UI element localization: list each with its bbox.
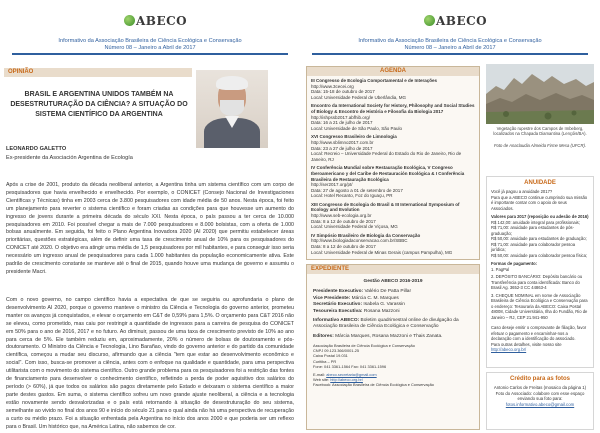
payment-list: [491, 267, 589, 321]
value-item: R$ 50,00: anuidade para colaborador pessoa física;: [491, 252, 588, 258]
agenda-event-detail: Data: 8 a 12 de outubro de 2017: [311, 218, 376, 224]
agenda-event: [311, 134, 475, 162]
expediente-box: [306, 264, 480, 430]
agenda-event-name: XIII Congresso de Ecologia do Brasil & III International Symposium of Ecology and Evolution: [311, 201, 460, 213]
agenda-event-name: III Congresso de Ecologia Comportamental e de Interações: [311, 78, 438, 83]
officer-role: Secretário Executivo:: [313, 302, 363, 308]
payment-item: 2. DEPÓSITO BANCÁRIO: Depósito bancário ou Transferência para conta identificada: Banco do Brasil Ag. 3652-3 CC 44863-4: [491, 274, 583, 290]
values-title: Valores para 2017 (reposição ou adesão de 2016): [491, 214, 589, 219]
credito-title: Crédito para as fotos: [509, 376, 570, 382]
payment-title: Formas de pagamento:: [491, 261, 538, 266]
officer-name: Rosana Mazzoni: [363, 308, 400, 314]
agenda-event-detail: Local: Recreio – Universidade Federal do Estado do Rio de Janeiro, Rio de Janeiro, RJ: [311, 151, 462, 162]
abeco-leaf-icon: [424, 15, 435, 26]
masthead-subtitle: Informativo da Associação Brasileira de Ciência Ecológica e Conservação: [358, 38, 542, 44]
article-paragraph-2: Com o novo governo, no campo científico havia a expectativa de que se seguiria ou aprofundaria o plano de desenvolvimento AI 2020, porque o governo manteve o ministro da Ciência e Tecnologia do governo anterior, prometeu manter os avanços já conquistados, e elevar o orçamento em C&T de 0,59% para 1,5%. O orçamento para C&T 2016 não se elevou, como prometido, mas caiu por restringir a quantidade de ingressos para a carreira de pesquisa do CONICET em 50% para o ano de 2016, 2017 e no futuro. Ao diminuir, passou de uma taxa de crescimento previsto de 10% ao ano para cerca de 5%. Ele também reduziu em, aproximadamente, 20% o número de bolsas de doutoramento e pós-doutoramento. O Ministro da Ciência e Tecnologia, Lino Barañao, vindo do governo anterior e do partido da comunidade científica, começou a mudar seu discurso, afirmando que a ciência "tem que estar ao desenvolvimento econômico e social". Com isso, busca-se promover a ciência, antes com o enfoque na qualidade e quantidade, para uma perspectiva utilitarista com o movimento do sistema científico. Outro grande problema para os pesquisadores foi a restrição das fontes de financiamento para desenvolver o conhecimento científico, refletindo a perda de poder aquisitivo dos salários do período (> 60%), já que todos os salários são pagos diretamente pelo Estado e deixaram o sistema científico a maior parte destes gastos. Em suma, o sistema científico sofreu um novo grande ajuste neoliberal, a ciência e a tecnologia estão novamente sendo desvalorizadas e o país está retornando à situação de desestruturação do seu sistema, semelhante ao vivido no final dos anos 90 e início do século 21 para o qual ainda não há uma perspectiva de recuperação a curto ou médio prazo. Foi a situação enfrentada pela Argentina no início dos anos 2000 e que poderia ser um reflexo para o Brasil. Um histórico que, na América Latina, não sabemos de cor.: [6, 297, 294, 430]
gestao-heading: Gestão ABECO 2016-2019: [363, 279, 423, 284]
expediente-title: EXPEDIENTE: [307, 265, 479, 274]
value-item: R$ 50,00: anuidade para estudantes de graduação;: [491, 236, 587, 241]
address-line: Associação Brasileira de Ciência Ecológica e Conservação: [313, 343, 415, 349]
agenda-event-detail: Data: 23 a 27 de julho de 2017: [311, 145, 373, 151]
agenda-event-detail: Local: Universidade Federal de Minas Gerais (campus Pampulha), MG: [311, 249, 453, 255]
credito-box: [486, 372, 594, 430]
abeco-logo-text: ABECO: [136, 14, 188, 28]
officer-role: Presidente Executivo:: [313, 289, 364, 295]
anuidade-title: ANUIDADE: [524, 180, 556, 186]
anuidade-intro-2: Para que a ABECO continue cumprindo sua missão é importante contar com o apoio de seus Associados.: [491, 194, 588, 211]
anuidade-note: Caso deseje emitir o comprovante de filiação, favor efetuar o pagamento e encaminhar-nos a declaração com a identificação do associado.: [491, 325, 587, 341]
officer-role: Tesoureira Executiva:: [313, 308, 363, 314]
agenda-event: [311, 78, 475, 100]
credito-line-1: Antonio Carlos de Freitas (mosaico da página 1): [493, 385, 587, 390]
web-line: Web site: http://abeco.org.br/: [313, 376, 363, 382]
article-title-line-1: BRASIL E ARGENTINA UNIDOS TAMBÉM NA: [24, 91, 174, 98]
agenda-event-link[interactable]: http://ishpssb2017.abfhib.org/: [311, 114, 371, 120]
agenda-list: [307, 76, 479, 255]
abeco-leaf-icon: [124, 15, 135, 26]
author-role: Ex-presidente da Asociación Argentina de Ecología: [6, 155, 133, 161]
masthead-issue: Número 08 – Janeiro a Abril de 2017: [404, 45, 496, 51]
payment-item: 1. PagPal: [491, 266, 510, 272]
website-link[interactable]: http://abeco.org.br/: [330, 376, 363, 382]
facebook-page[interactable]: Associação Brasileira de Ciência Ecológica e Conservação: [332, 381, 434, 387]
informativo-description: Informativo ABECO: Boletim quadrimestral online de divulgação da Associação Brasileira de Ciência Ecológica e Conservação: [313, 318, 459, 330]
address-line: Curitiba – PR: [313, 358, 337, 364]
agenda-event: [311, 202, 475, 230]
masthead-subtitle: Informativo da Associação Brasileira de Ciência Ecológica e Conservação: [58, 38, 242, 44]
address-line: CNPJ 09.123.366/0001-25: [313, 348, 360, 354]
address-line: Fone: 041 3361-1564 Fax: 041 3361-1596: [313, 363, 387, 369]
email-link[interactable]: abeco.secretaria@gmail.com: [326, 371, 377, 377]
officer-name: Isabela G. Varassin: [363, 302, 405, 308]
anuidade-more: Para outras detalhes, visite nosso site http://abeco.org.br/: [491, 341, 562, 352]
agenda-event-detail: Data: 27 de agosto a 01 de setembro de 2017: [311, 187, 403, 193]
article-paragraph-1: Após a crise de 2001, produto da década neoliberal anterior, a Argentina tinha um sistema científico com um corpo de pesquisadores que havia envelhecido e envelhecido. Por exemplo, o CONICET (Consejo Nacional de Investigaciones Científicas y Técnicas) tinha em 2003 cerca de 3.800 pesquisadores com idade média de 50 anos. Nesta época, foi feito um planejamento para reverter o sistema científico e foram criadas as condições para que houvesse um aumento do ingresso de jovens durante a primeira década do século XXI. Nesta época, o país passou a ter cerca de 10.000 pesquisadores em 2010. Foi possível chegar a mais de 7.000 pesquisadores e 8.000 bolsistas, com a oferta de 1.000 bolsas anualmente. Em seguida, foi feito o Plano Argentina Inovadora 2020 (AI 2020) que permitiu estabelecer áreas prioritárias, questões estratégicas, além de definir uma taxa de crescimento anual de 10% para os pesquisadores do CONICET até 2020. O objetivo era atingir uma média de 1,5 pesquisadores por mil habitantes, e para conseguir isso seria necessário um ingresso anual de pesquisadores para cada 1.000 habitantes da população economicamente ativa. Este padrão de crescimento constante se manteve até o final de 2015, quando houve uma mudança de governo e assumiu o presidente Macri.: [6, 182, 294, 275]
landscape-photo: [486, 64, 594, 124]
agenda-event-detail: Data: 16 a 21 de julho de 2017: [311, 120, 373, 126]
value-item: R$ 142,00: anuidade integral para profissionais;: [491, 219, 580, 225]
agenda-event: [311, 103, 475, 131]
agenda-title: AGENDA: [307, 67, 479, 76]
officer-name: Valério De Patta Pillar: [364, 289, 412, 295]
masthead-divider: [312, 53, 588, 55]
officer-role: Vice Presidente:: [313, 295, 351, 301]
opinion-section-label: OPINIÃO: [4, 68, 192, 77]
value-item: R$ 71,00: anuidade para colaborador pessoa jurídica;: [491, 241, 576, 252]
agenda-event-name: IV Simpósio Brasileiro de Biologia da Conservação: [311, 232, 421, 238]
author-name: LEONARDO GALETTO: [6, 146, 67, 152]
agenda-event-detail: Data: 15-18 de outubro de 2017: [311, 89, 375, 95]
address-block: [313, 343, 473, 368]
agenda-event-link[interactable]: http://www.sblimno2017.com.br: [311, 139, 374, 145]
agenda-event-name: XVI Congresso Brasileiro de Limnologia: [311, 134, 397, 140]
photo-caption: Vegetação rupestre dos Campos de Imbeberg, localizados na Chapada Diamantina (Lençóis/BA).: [493, 126, 587, 137]
credito-line-2: Foto do Associado: colabore com esse espaço enviando sua foto para:: [495, 390, 585, 402]
editors-line: Editores: Márcia Marques, Rosana Mazzoni e Thais Zanata.: [313, 333, 443, 339]
agenda-event-link[interactable]: http://www.biologiadaconservacao.com.br/SBBC: [311, 238, 408, 244]
abeco-logo: [124, 10, 188, 32]
credito-email-link[interactable]: fotos.informativo.abeco@gmail.com: [505, 402, 575, 408]
agenda-event-detail: Local: Hotel Recanto, Foz do Iguaçu, PR: [311, 193, 393, 199]
anuidade-intro-1: Você já pagou a anuidade 2017?: [491, 189, 553, 194]
agenda-event: [311, 165, 475, 199]
article-title: [6, 90, 192, 120]
facebook-line: Facebook: Associação Brasileira de Ciência Ecológica e Conservação: [313, 381, 434, 387]
value-item: R$ 71,00: anuidade para estudantes de pós-graduação;: [491, 225, 574, 236]
agenda-event-detail: Data: 8 a 12 de outubro de 2017: [311, 244, 376, 250]
author-portrait: [196, 70, 268, 148]
agenda-event-detail: Local: Universidade de São Paulo, São Paulo: [311, 125, 403, 131]
agenda-event-link[interactable]: http://ser2017.org/pt/: [311, 182, 353, 188]
officers-list: [313, 289, 473, 315]
agenda-event-name: Encontro da International Society for History, Philosophy and Social Studies of Biology & Encontro de História e Filosofia da Biologia 2017: [311, 103, 475, 114]
agenda-event: [311, 233, 475, 255]
page-right: [300, 0, 600, 433]
article-title-line-3: SISTEMA CIENTÍFICO DA ARGENTINA: [35, 111, 163, 118]
anuidade-site-link[interactable]: http://abeco.org.br/: [491, 347, 527, 352]
address-line: Caixa Postal 19.031: [313, 353, 348, 359]
abeco-logo-text: ABECO: [436, 14, 488, 28]
agenda-event-detail: Local: Universidade Federal de Viçosa, MG: [311, 224, 398, 230]
officer-name: Márcia C. M. Marques: [351, 295, 399, 301]
agenda-event-link[interactable]: http://www.seb-ecologia.org.br: [311, 213, 372, 219]
agenda-event-detail: Local: Universidade Federal de Uberlândia, MG: [311, 94, 407, 100]
abeco-logo: [424, 10, 488, 32]
values-list: [491, 220, 589, 259]
article-title-line-2: DESESTRUTURAÇÃO DA CIÊNCIA? A SITUAÇÃO DO: [10, 101, 188, 108]
agenda-box: [306, 66, 480, 260]
agenda-event-link[interactable]: http://www.3cecei.org: [311, 83, 354, 89]
anuidade-box: [486, 176, 594, 368]
email-line: E-mail: abeco.secretaria@gmail.com: [313, 371, 377, 377]
payment-item: 3. CHEQUE NOMINAL em nome de Associação Brasileira de Ciência Ecológica e Conservação para o endereço: Tesouraria da ABECO: Caixa Postal 48008, Cidade Universitária, Ilha do Fundão, Rio de Janeiro – RJ, CEP 21.941-950: [491, 292, 588, 320]
masthead-divider: [12, 53, 288, 55]
agenda-event-name: IV Conferência Mundial sobre Restauração Ecológica, V Congreso Iberoamericano y del Caribe de Restauración Ecológica & I Conferência Brasileira de Restauração Ecológica: [311, 165, 465, 182]
photo-credit: Foto de Anaclaudia Almeida Firme Mesa (UFCR).: [493, 143, 587, 148]
masthead-issue: Número 08 – Janeiro a Abril de 2017: [104, 45, 196, 51]
